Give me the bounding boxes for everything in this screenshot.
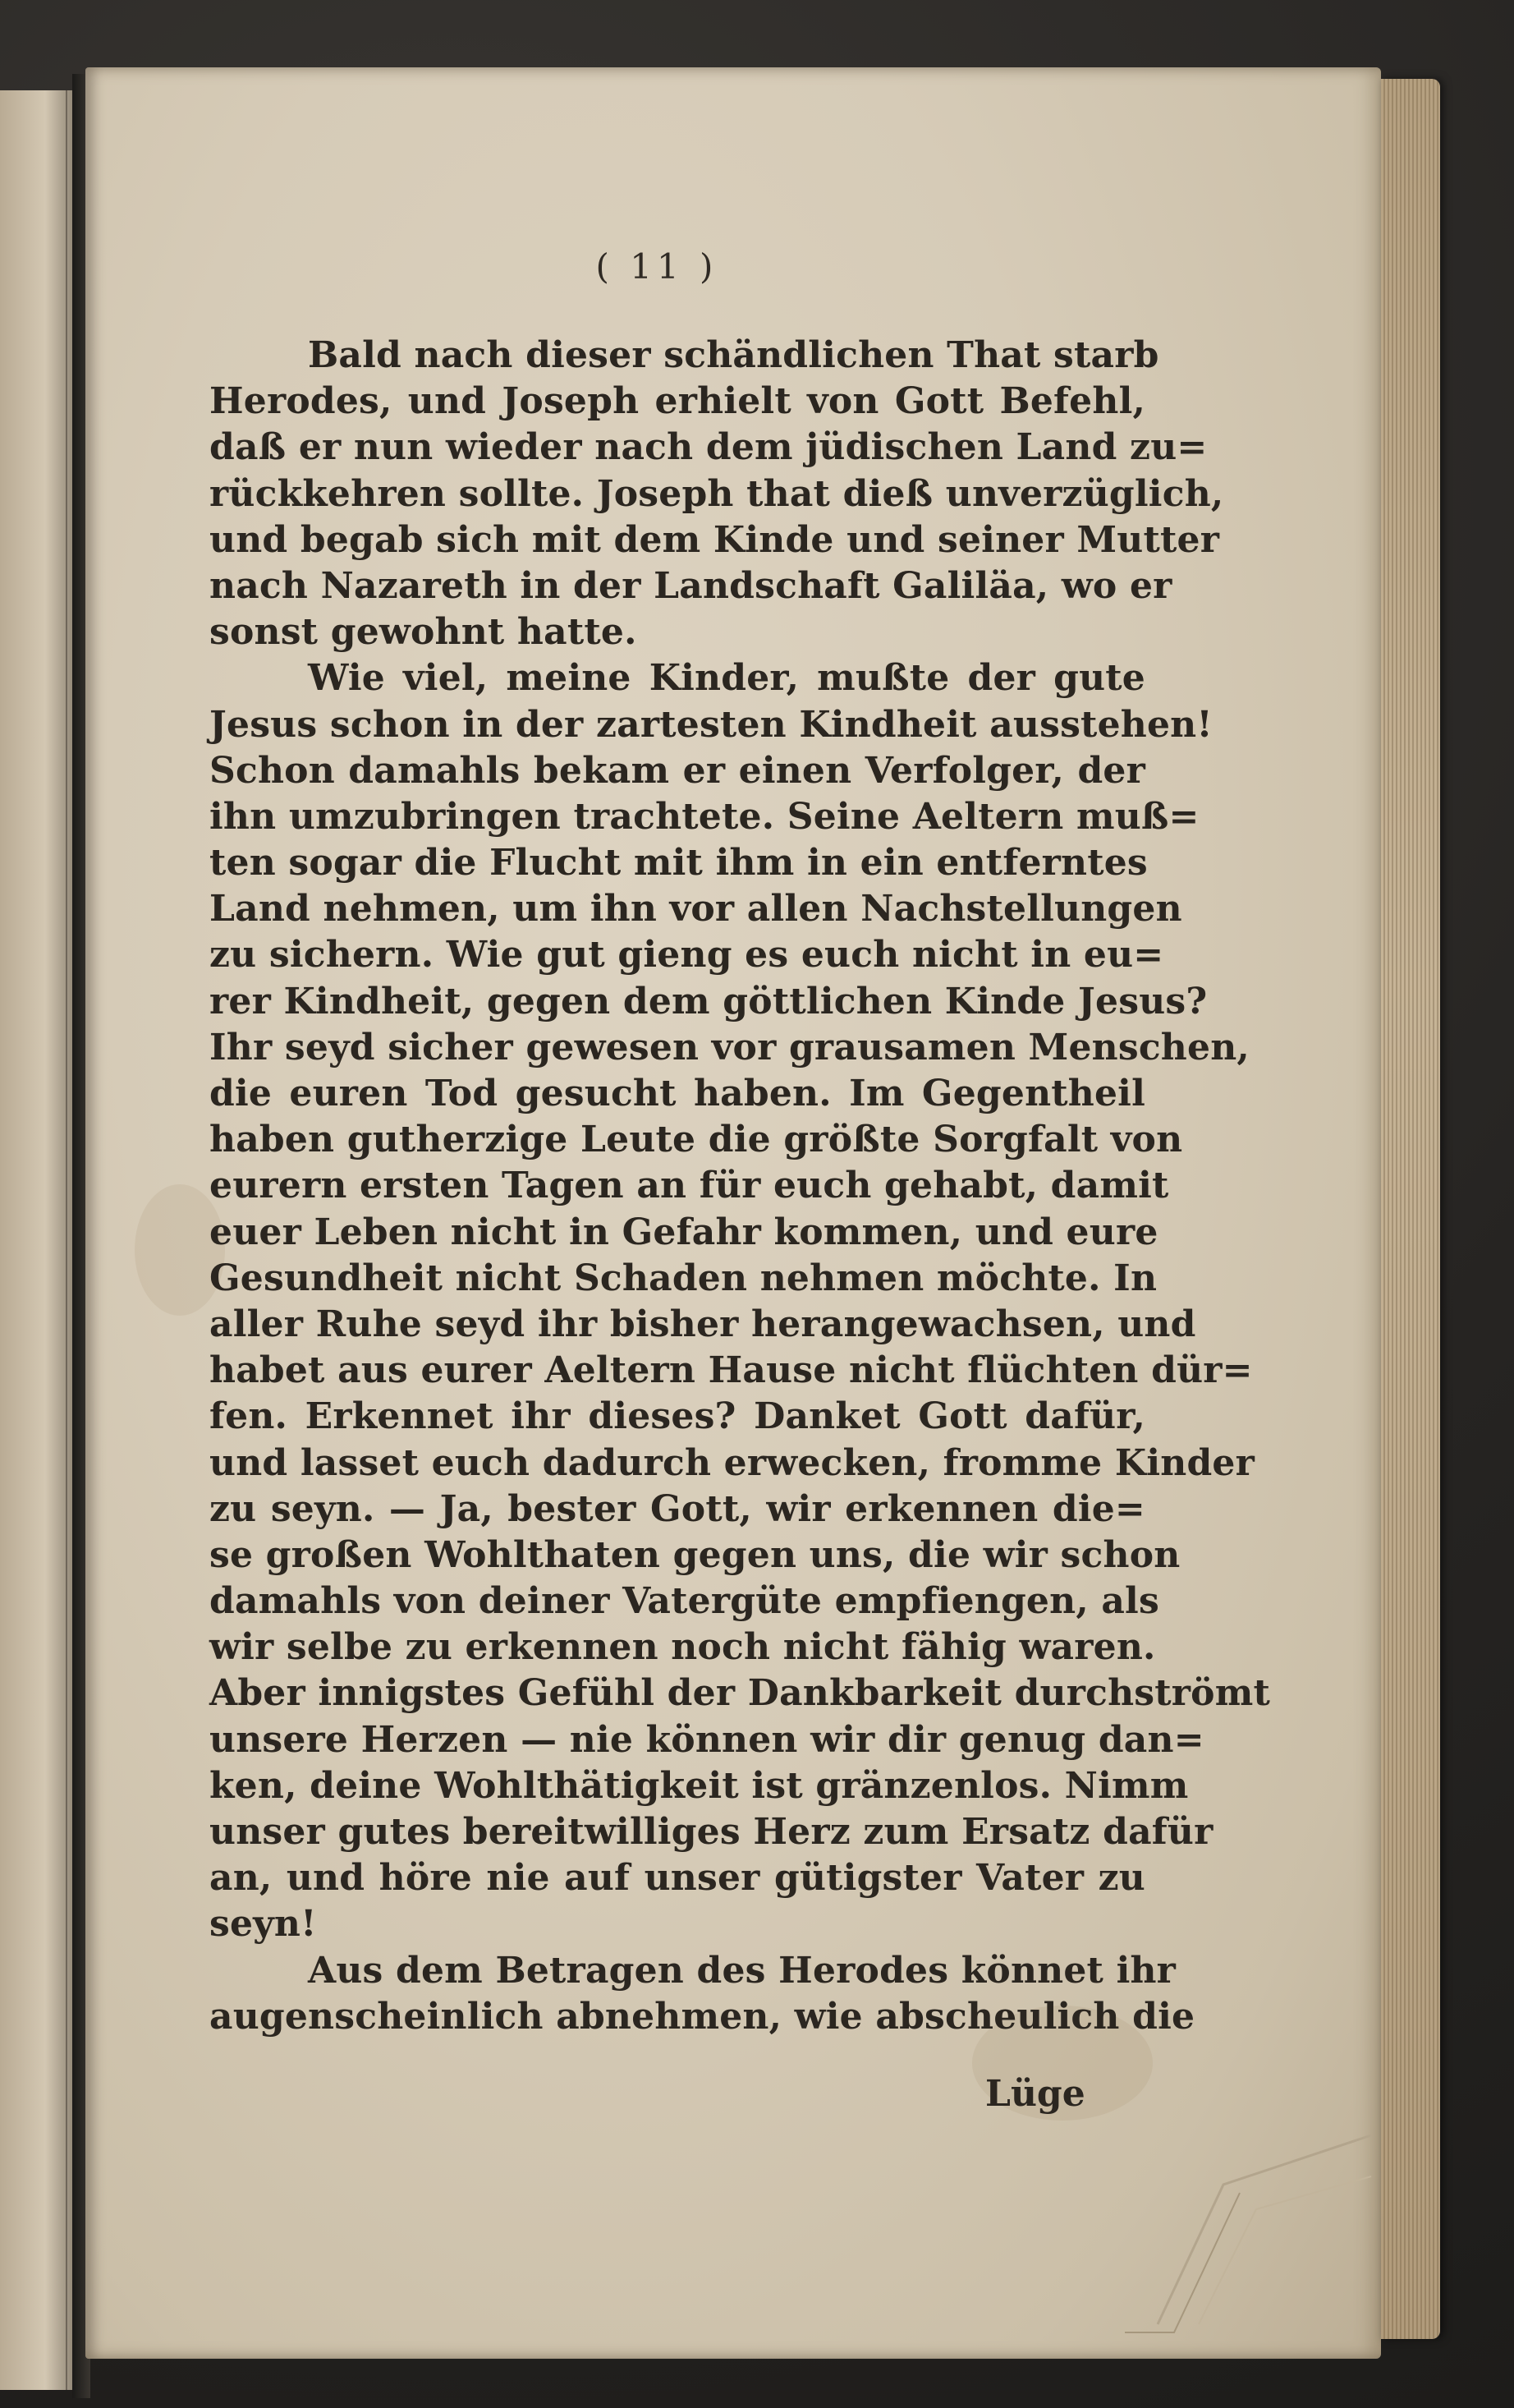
text-line: fen. Erkennet ihr dieses? Danket Gott dafür, (209, 1395, 1145, 1438)
page-corner-crease (1125, 2086, 1371, 2332)
text-line: Wie viel, meine Kinder, mußte der gute (308, 657, 1145, 700)
text-line: ken, deine Wohlthätigkeit ist gränzenlos. Nimm (209, 1764, 1189, 1807)
text-line: Gesundheit nicht Schaden nehmen möchte. In (209, 1257, 1158, 1299)
text-line: augenscheinlich abnehmen, wie abscheulich die (209, 1995, 1195, 2038)
left-page-line (66, 90, 67, 2390)
text-line: und lasset euch dadurch erwecken, fromme Kinder (209, 1441, 1255, 1484)
text-line: an, und höre nie auf unser gütigster Vater zu (209, 1857, 1145, 1900)
text-line: daß er nun wieder nach dem jüdischen Land zu= (209, 426, 1208, 469)
text-line: nach Nazareth in der Landschaft Galiläa, wo er (209, 564, 1172, 607)
crease-line (1199, 2176, 1371, 2324)
text-line: Ihr seyd sicher gewesen vor grausamen Menschen, (209, 1026, 1250, 1068)
text-line: Land nehmen, um ihn vor allen Nachstellungen (209, 888, 1182, 931)
text-line: ten sogar die Flucht mit ihm in ein entferntes (209, 842, 1148, 885)
text-line: die euren Tod gesucht haben. Im Gegentheil (209, 1073, 1145, 1114)
text-line: sonst gewohnt hatte. (209, 611, 637, 654)
text-line: damahls von deiner Vatergüte empfiengen, als (209, 1580, 1159, 1623)
text-line: rückkehren sollte. Joseph that dieß unverzüglich, (209, 472, 1224, 515)
text-line: aller Ruhe seyd ihr bisher herangewachsen, und (209, 1303, 1196, 1345)
text-line: Aus dem Betragen des Herodes könnet ihr (308, 1949, 1177, 1992)
page-edges-tint (1381, 79, 1440, 2339)
text-line: und begab sich mit dem Kinde und seiner Mutter (209, 518, 1220, 561)
text-line: Jesus schon in der zartesten Kindheit ausstehen! (209, 703, 1213, 746)
page-number: ( 11 ) (595, 246, 718, 287)
text-line: habet aus eurer Aeltern Hause nicht flüchten dür= (209, 1349, 1253, 1392)
text-line: Bald nach dieser schändlichen That starb (308, 334, 1159, 376)
page-edges-stack (1381, 79, 1440, 2339)
text-line: unser gutes bereitwilliges Herz zum Ersatz dafür (209, 1811, 1213, 1853)
crease-line (1125, 2193, 1240, 2332)
text-line: seyn! (209, 1903, 317, 1946)
text-line: euer Leben nicht in Gefahr kommen, und eure (209, 1211, 1158, 1253)
catchword: Lüge (985, 2073, 1085, 2115)
crease-line (1158, 2135, 1371, 2324)
text-line: zu seyn. — Ja, bester Gott, wir erkennen die= (209, 1487, 1145, 1530)
text-line: Aber innigstes Gefühl der Dankbarkeit durchströmt (209, 1672, 1270, 1715)
text-line: Herodes, und Joseph erhielt von Gott Befehl, (209, 380, 1145, 423)
text-line: zu sichern. Wie gut gieng es euch nicht in eu= (209, 934, 1164, 977)
text-line: unsere Herzen — nie können wir dir genug dan= (209, 1718, 1204, 1761)
text-line: wir selbe zu erkennen noch nicht fähig waren. (209, 1626, 1156, 1669)
body-text (209, 333, 1270, 2040)
text-line: rer Kindheit, gegen dem göttlichen Kinde Jesus? (209, 980, 1208, 1022)
text-line: haben gutherzige Leute die größte Sorgfalt von (209, 1119, 1183, 1161)
text-line: se großen Wohlthaten gegen uns, die wir schon (209, 1533, 1181, 1576)
left-page-edge (0, 90, 78, 2390)
text-line: Schon damahls bekam er einen Verfolger, der (209, 749, 1145, 792)
text-line: eurern ersten Tagen an für euch gehabt, damit (209, 1165, 1169, 1207)
text-line: ihn umzubringen trachtete. Seine Aeltern muß= (209, 795, 1200, 838)
